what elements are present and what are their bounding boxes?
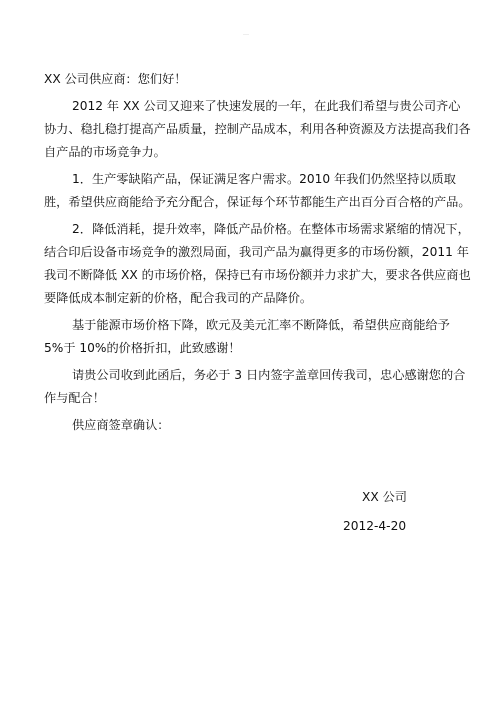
company-signature: XX 公司 bbox=[362, 490, 407, 504]
supplier-confirmation-label: 供应商签章确认： bbox=[72, 418, 170, 432]
page-top-mark: … bbox=[243, 30, 249, 37]
discount-paragraph: 基于能源市场价格下降，欧元及美元汇率不断降低，希望供应商能给予 5%于 10%的价格折扣，此致感谢！ bbox=[44, 318, 450, 355]
intro-paragraph: 2012 年 XX 公司又迎来了快速发展的一年，在此我们希望与贵公司齐心协力、稳扎稳打提高产品质量，控制产品成本，利用各种资源及方法提高我们各自产品的市场竞争力。 bbox=[44, 99, 471, 159]
point-2-paragraph: 2．降低消耗，提升效率，降低产品价格。在整体市场需求紧缩的情况下，结合印后设备市场竞争的激烈局面，我司产品为赢得更多的市场份额，2011 年我司不断降低 XX 的市场价格，保持已有市场份额并力求扩大，要求各供应商也要降低成本制定新的价格，配合我司的产品降价。 bbox=[44, 222, 471, 305]
letter-body bbox=[44, 68, 472, 441]
letter-date: 2012-4-20 bbox=[343, 519, 407, 533]
point-1-paragraph: 1．生产零缺陷产品，保证满足客户需求。2010 年我们仍然坚持以质取胜，希望供应商能给予充分配合，保证每个环节都能生产出百分百合格的产品。 bbox=[44, 172, 471, 209]
request-paragraph: 请贵公司收到此函后，务必于 3 日内签字盖章回传我司，忠心感谢您的合作与配合！ bbox=[44, 368, 466, 405]
letter-greeting: XX 公司供应商：您们好！ bbox=[44, 72, 187, 86]
